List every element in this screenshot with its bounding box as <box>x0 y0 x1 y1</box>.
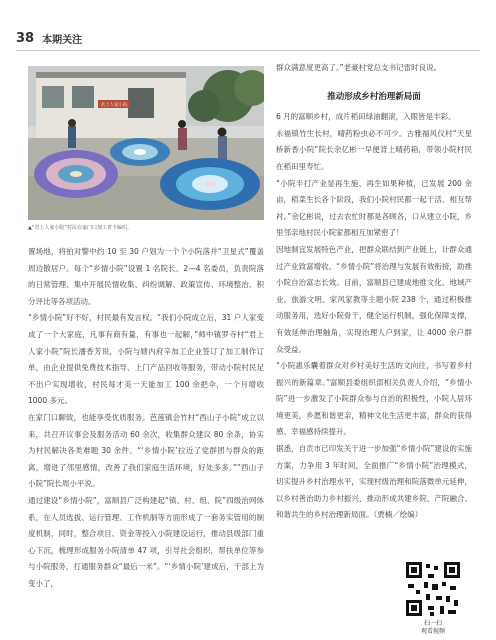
paragraph: 6 月的富顺乡村，成片稻田绿油翻滚，入眼皆是丰彩。 <box>276 112 456 122</box>
paragraph: 据悉，自贡市已印发关于进一步加强“乡情小院”建设的实施方案，力争用 3 年时间，全面推广“乡情小院”治理模式，切实提升乡村治理水平，实现村级治理和院落微单元延伸，以乡村善治助力乡村振兴，推动形成共建乡院、产院融合、和谐共生的乡村治理新局面。（贾楠／绘编） <box>276 444 472 520</box>
village-sign-text: 君上人家小院 <box>100 103 128 108</box>
paragraph: “小院半打产业显再生施、再生如果种植，已发展 200 余亩，稻菜生长各个阶段，我们小院村民都一起干活、相互帮衬。”余亿彬说，过去农忙时都是各顾各，口从建立小院，乡里邻亲地村民小院家都相互加紧密了！ <box>276 178 472 238</box>
column-name: 本期关注 <box>42 34 83 46</box>
village-photo <box>28 66 264 220</box>
paragraph: 通过建设“乡情小院”，富顺县广泛构建起“镇、村、组、院”四级治网体系，在人员选拔、运行管理、工作机制等方面形成了一套务实管用的制度机制，同时，整合项目、资金等投入小院建设运行，推动县级部门重心下沉，梳理形成服务小院清单 47 项，引导社会组织，帮扶单位等参与小院服务，打通服务群众“最后一米”。“‘乡情小院’建成后，干部上为变小了， <box>28 495 264 588</box>
photo-caption: ▲“君上人家小院”村民在家门口加工青卡编织。 <box>28 225 133 231</box>
page-number: 38 <box>16 30 35 46</box>
paragraph: 在家门口聊致，也能享受优质服务。芭莲镇会竹村“西山子小院”成立以来，共召开议事会及服务活动 60 余次，收集群众建议 80 余条，协实为村民解决各类难题 30 余件。“‘乡情小院’拉近了党群团与群众的距离，增进了邻里感情，改善了我们家庭生活环境，好处多多。”“西山子小院”院长周小平说。 <box>28 412 264 489</box>
village-photo-illustration <box>28 66 264 220</box>
qr-caption <box>404 620 462 636</box>
left-column <box>28 244 264 592</box>
section-subheading: 推动形成乡村治理新局面 <box>327 91 421 102</box>
qr-caption-line2: 观看视频 <box>420 628 445 635</box>
header-rule <box>16 50 480 51</box>
umbrella-center <box>110 138 170 166</box>
qr-code-icon[interactable] <box>404 560 462 618</box>
qr-code-block[interactable] <box>404 560 462 636</box>
paragraph: 置场地，将拍对警中约 10 至 30 户划为一个个小院落并“卫星式”覆盖周边散居户。每个“乡情小院”设置 1 名院长、2—4 名委员，负责院落的日常管理、集中开展民情收集、纠纷调解、政策宣传、环境整治、积分评比等各项活动。 <box>28 247 264 306</box>
paragraph: 永福镇竹生长村，晴药粉虫必不可少。古雅福风仪村“天星桥新香小院”院长余亿彬一早便背上晴药箱，带领小院村民在稻田里寿忙。 <box>276 128 472 171</box>
umbrella-left <box>34 150 118 198</box>
paragraph: 因地制宜发展特色产业，把群众联结到产业链上，计群众通过产业致富增收。“乡情小院”将治理与发展有效衔接，助推小院自治富志长效。目前，富顺县已建成地推文化、地域产业、旅游文明、家风家教等主题小院 238 个，通过积极推动服务用，选好小院骨干，健全运行机制，强化保障支撑，有效延伸治理触角，实现治理人户到家，让 4000 余户群众受益。 <box>276 244 472 354</box>
paragraph: 群众满意度更高了。”老豪村党总支书记雷时良说。 <box>276 63 442 72</box>
right-column <box>276 60 472 524</box>
umbrella-right <box>160 158 260 210</box>
paragraph: “乡情小院”好不好，村民最有发言权。“我们小院成立后，31 户人家变成了一个大家庭，凡事有商有量，有事也一起解，”师中镇罗寺村“君上人家小院”院长潘香芳说，小院与辖内府辛加工企业签订了加工制作订单，由企业提供免费技术指导、上门产品回收等服务，带动小院村民足不出户实现增收，村民每才美一天能加工 100 余把伞，一个月增收 1000 多元。 <box>28 313 264 406</box>
page-header <box>16 30 82 46</box>
qr-caption-line1: 扫一扫 <box>423 620 442 627</box>
paragraph: “小院惠乐囊着群众对乡村美好生活的文向往，书写着乡村振兴的新篇章。”富顺县委组织部相关负责人介绍，“乡情小院”进一步激发了小院群众参与自治的积极性，小院人居环境更美，乡愿和谐更亲，精神文化生活更丰富，群众的获得感、幸福感持续提升。 <box>276 361 472 437</box>
